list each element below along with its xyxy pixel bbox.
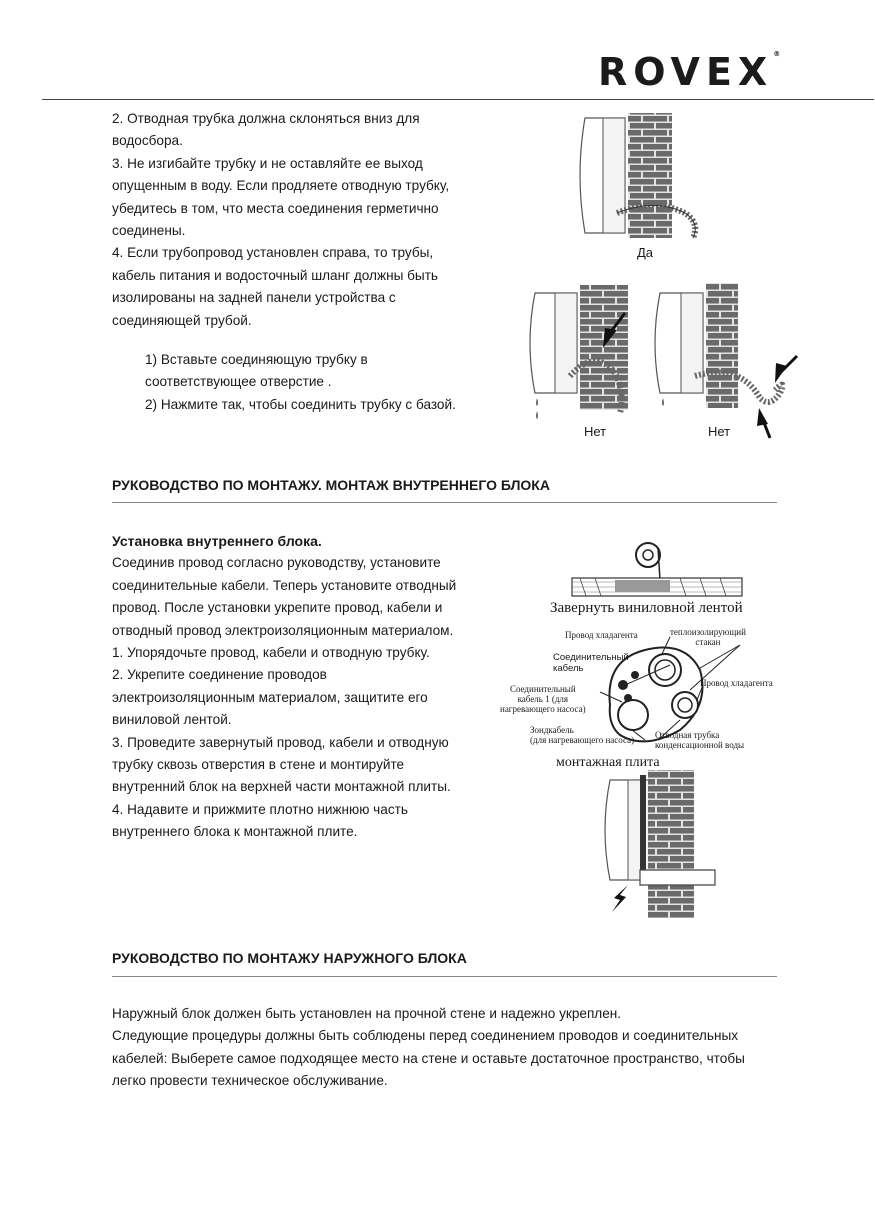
text-line: 3. Не изгибайте трубку и не оставляйте ее выход xyxy=(112,155,423,171)
text-line: 4. Надавите и прижмите плотно нижнюю часть xyxy=(112,801,408,817)
section2-heading: РУКОВОДСТВО ПО МОНТАЖУ. МОНТАЖ ВНУТРЕННЕГО БЛОКА xyxy=(112,477,550,493)
label-drain-pipe: Отводная трубка конденсационной воды xyxy=(655,730,745,750)
section3-text xyxy=(112,1003,812,1093)
brick-wall xyxy=(628,113,672,238)
step-line: 2) Нажмите так, чтобы соединить трубку с базой. xyxy=(145,396,456,412)
text-line: 1. Упорядочьте провод, кабели и отводную трубку. xyxy=(112,645,430,661)
text-line: трубку сквозь отверстия в стене и монтируйте xyxy=(112,757,405,773)
label-no-2: Нет xyxy=(708,424,731,439)
brick-wall xyxy=(706,283,738,408)
section3-divider xyxy=(112,976,777,977)
label-insulating-cup: теплоизолирующий стакан xyxy=(670,627,746,647)
text-line: провод. После установки укрепите провод, кабели и xyxy=(112,600,443,616)
text-line: кабель питания и водосточный шланг должны быть xyxy=(112,267,438,283)
text-line: 2. Укрепите соединение проводов xyxy=(112,667,327,683)
label-probe-cable: Зондкабель (для нагревающего насоса) xyxy=(530,725,635,745)
arrow-icon xyxy=(612,885,628,912)
label-refrigerant-right: Провод хладагента xyxy=(700,678,773,688)
label-connecting-cable: Соединительный кабель xyxy=(553,652,629,674)
section2-subheading: Установка внутреннего блока. xyxy=(112,533,322,549)
label-connecting-cable-1: Соединительный кабель 1 (для нагревающего насоса) xyxy=(500,684,586,714)
unit-incorrect-2 xyxy=(655,283,797,438)
step-line: 1) Вставьте соединяющую трубку в xyxy=(145,352,368,367)
section2-text xyxy=(112,530,512,844)
text-line: кабелей: Выберете самое подходящее место на стене и оставьте достаточное пространство, чтобы xyxy=(112,1050,745,1066)
header-divider xyxy=(42,99,874,100)
text-line: Соединив провод согласно руководству, установите xyxy=(112,555,441,571)
text-line: внутреннего блока к монтажной плите. xyxy=(112,824,358,840)
text-line: электроизоляционным материалом, защитите его xyxy=(112,689,428,705)
unit-incorrect-1 xyxy=(530,285,628,419)
text-line: опущенным в воду. Если продляете отводную трубку, xyxy=(112,178,450,194)
drain-pipe-figure xyxy=(525,108,815,448)
text-line: соединительные кабели. Теперь установите отводный xyxy=(112,577,457,593)
mounting-plate xyxy=(640,775,646,885)
brand-logo: ROVEX® xyxy=(598,50,781,94)
label-no-1: Нет xyxy=(584,424,607,439)
text-line: 4. Если трубопровод установлен справа, то трубы, xyxy=(112,245,434,261)
text-line: 3. Проведите завернутый провод, кабели и отводную xyxy=(112,734,449,750)
text-line: 2. Отводная трубка должна склоняться вниз для xyxy=(112,111,420,126)
text-line: виниловой лентой. xyxy=(112,712,232,728)
tape-roll-icon xyxy=(636,543,660,580)
text-line: внутренний блок на верхней части монтажной плиты. xyxy=(112,779,451,795)
unit-correct xyxy=(580,113,695,238)
label-refrigerant-top: Провод хладагента xyxy=(565,630,638,640)
text-line: соединяющей трубой. xyxy=(112,312,252,328)
section1-steps xyxy=(145,349,505,416)
section1-text xyxy=(112,108,492,332)
text-line: соединены. xyxy=(112,223,186,239)
label-mounting-plate: монтажная плита xyxy=(556,755,660,770)
wrapped-pipe xyxy=(572,578,742,596)
arrow-icon xyxy=(757,408,768,426)
wrap-title: Завернуть виниловной лентой xyxy=(550,600,743,616)
text-line: Следующие процедуры должны быть соблюдены перед соединением проводов и соединительных xyxy=(112,1028,739,1044)
text-line: отводный провод электроизоляционным материалом. xyxy=(112,622,454,638)
mounted-unit xyxy=(605,770,715,918)
text-line: Наружный блок должен быть установлен на прочной стене и надежно укреплен. xyxy=(112,1006,622,1021)
label-yes: Да xyxy=(637,245,654,260)
text-line: изолированы на задней панели устройства с xyxy=(112,290,396,306)
section2-divider xyxy=(112,502,777,503)
arrow-icon xyxy=(775,363,787,383)
text-line: убедитесь в том, что места соединения герметично xyxy=(112,200,439,216)
text-line: легко провести техническое обслуживание. xyxy=(112,1073,388,1089)
section3-heading: РУКОВОДСТВО ПО МОНТАЖУ НАРУЖНОГО БЛОКА xyxy=(112,950,467,966)
step-line: соответствующее отверстие . xyxy=(145,374,332,390)
text-line: водосбора. xyxy=(112,133,183,149)
brick-wall xyxy=(648,770,694,918)
